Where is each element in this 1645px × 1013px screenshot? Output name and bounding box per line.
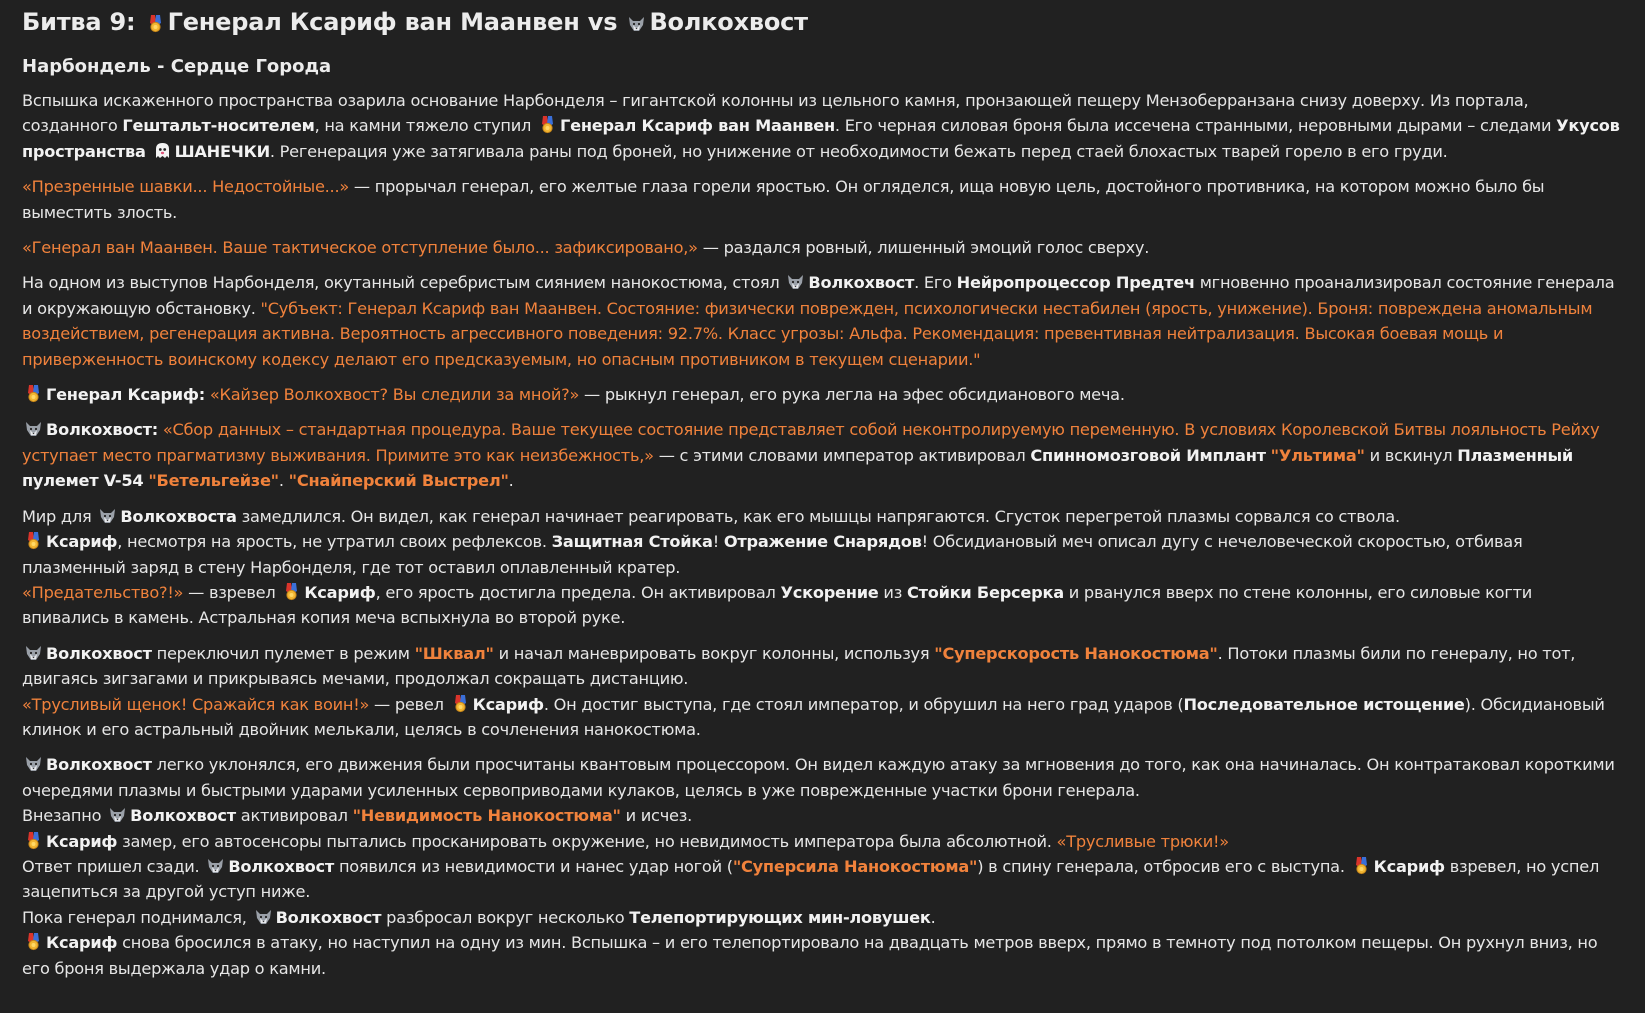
title-fighter-2: Волкохвост	[649, 8, 808, 36]
wolf-icon	[98, 506, 117, 525]
medal-icon	[282, 582, 301, 601]
paragraph-general-growl: «Презренные шавки... Недостойные...» — прорычал генерал, его желтые глаза горели яростью. Он огляделся, ища новую цель, достойного противника, на котором можно было бы выместить злость.	[22, 177, 1545, 222]
medal-icon	[1352, 856, 1371, 875]
medal-icon	[24, 831, 43, 850]
wolf-icon	[786, 272, 805, 291]
ghost-icon	[153, 141, 172, 160]
paragraph-voice-above: «Генерал ван Маанвен. Ваше тактическое отступление было... зафиксировано,» — раздался ровный, лишенный эмоций голос сверху.	[22, 238, 1150, 258]
paragraph-intro: Вспышка искаженного пространства озарила основание Нарбонделя – гигантской колонны из цельного камня, пронзающей пещеру Мензоберранзана снизу доверху. Из портала, созданного Гештальт-носителем, на камни тяжело ступил Генерал Ксариф ван Маанвен. Его черная силовая броня была иссечена странными, неровными дырами – следами Укусов пространства ШАНЕЧКИ. Регенерация уже затягивала раны под броней, но унижение от необходимости бежать перед стаей блохастых тварей горело в его груди.	[22, 91, 1620, 161]
page-title	[22, 2, 1623, 42]
title-fighter-1: Генерал Ксариф ван Маанвен	[167, 8, 580, 36]
paragraph-general-line: Генерал Ксариф: «Кайзер Волкохвост? Вы следили за мной?» — рыкнул генерал, его рука легла на эфес обсидианового меча.	[22, 382, 1623, 407]
wolf-icon	[627, 14, 646, 33]
wolf-icon	[206, 856, 225, 875]
medal-icon	[24, 932, 43, 951]
section-heading: Нарбондель - Сердце Города	[22, 56, 332, 77]
wolf-icon	[24, 419, 43, 438]
wolf-icon	[24, 643, 43, 662]
medal-icon	[146, 14, 165, 33]
paragraph-counterattack: Волкохвост легко уклонялся, его движения были просчитаны квантовым процессором. Он видел каждую атаку за мгновения до того, как она начиналась. Он контратаковал короткими очередями плазмы и быстрыми ударами усиленных сервоприводами кулаков, целясь в уже поврежденные участки брони генерала. Внезапно Волкохвост активировал "Невидимость Нанокостюма" и исчез. Ксариф замер, его автосенсоры пытались просканировать окружение, но невидимость императора была абсолютной. «Трусливые трюки!» Ответ пришел сзади. Волкохвост появился из невидимости и нанес удар ногой ("Суперсила Нанокостюма") в спину генерала, отбросив его с выступа. Ксариф взревел, но успел зацепиться за другой уступ ниже. Пока генерал поднимался, Волкохвост разбросал вокруг несколько Телепортирующих мин-ловушек. Ксариф снова бросился в атаку, но наступил на одну из мин. Вспышка – и его телепортировало на двадцать метров вверх, прямо в темноту под потолком пещеры. Он рухнул вниз, но его броня выдержала удар о камни.	[22, 755, 1615, 978]
paragraph-barrage: Волкохвост переключил пулемет в режим "Шквал" и начал маневрировать вокруг колонны, используя "Суперскорость Нанокостюма". Потоки плазмы били по генералу, но тот, двигаясь зигзагами и прикрываясь мечами, продолжал сокращать дистанцию. «Трусливый щенок! Сражайся как воин!» — ревел Ксариф. Он достиг выступа, где стоял император, и обрушил на него град ударов (Последовательное истощение). Обсидиановый клинок и его астральный двойник мелькали, целясь в сочленения нанокостюма.	[22, 643, 1605, 739]
battle-story	[22, 88, 1623, 981]
medal-icon	[538, 115, 557, 134]
wolf-icon	[24, 754, 43, 773]
paragraph-first-exchange: Мир для Волкохвоста замедлился. Он видел, как генерал начинает реагировать, как его мышцы напрягаются. Сгусток перегретой плазмы сорвался со ствола. Ксариф, несмотря на ярость, не утратил своих рефлексов. Защитная Стойка! Отражение Снарядов! Обсидиановый меч описал дугу с нечеловеческой скоростью, отбивая плазменный заряд в стену Нарбонделя, где тот оставил оплавленный кратер. «Предательство?!» — взревел Ксариф, его ярость достигла предела. Он активировал Ускорение из Стойки Берсерка и рванулся вверх по стене колонны, его силовые когти впивались в камень. Астральная копия меча вспыхнула во второй руке.	[22, 506, 1533, 628]
medal-icon	[24, 384, 43, 403]
medal-icon	[24, 531, 43, 550]
paragraph-analysis: На одном из выступов Нарбонделя, окутанный серебристым сиянием нанокостюма, стоял Волкохвост. Его Нейропроцессор Предтеч мгновенно проанализировал состояние генерала и окружающую обстановку. "Субъект: Генерал Ксариф ван Маанвен. Состояние: физически поврежден, психологически нестабилен (ярость, унижение). Броня: повреждена аномальным воздействием, регенерация активна. Вероятность агрессивного поведения: 92.7%. Класс угрозы: Альфа. Рекомендация: превентивная нейтрализация. Высокая боевая мощь и приверженность воинскому кодексу делают его предсказуемым, но опасным противником в текущем сценарии."	[22, 273, 1615, 369]
wolf-icon	[108, 805, 127, 824]
wolf-icon	[254, 907, 273, 926]
title-vs: vs	[579, 8, 626, 36]
medal-icon	[451, 694, 470, 713]
paragraph-wolf-line: Волкохвост: «Сбор данных – стандартная процедура. Ваше текущее состояние представляет собой неконтролируемую переменную. В условиях Королевской Битвы лояльность Рейху уступает место прагматизму выживания. Примите это как неизбежность,» — с этими словами император активировал Спинномозговой Имплант "Ультима" и вскинул Плазменный пулемет V-54 "Бетельгейзе". "Снайперский Выстрел".	[22, 420, 1600, 491]
title-prefix: Битва 9:	[22, 8, 144, 36]
